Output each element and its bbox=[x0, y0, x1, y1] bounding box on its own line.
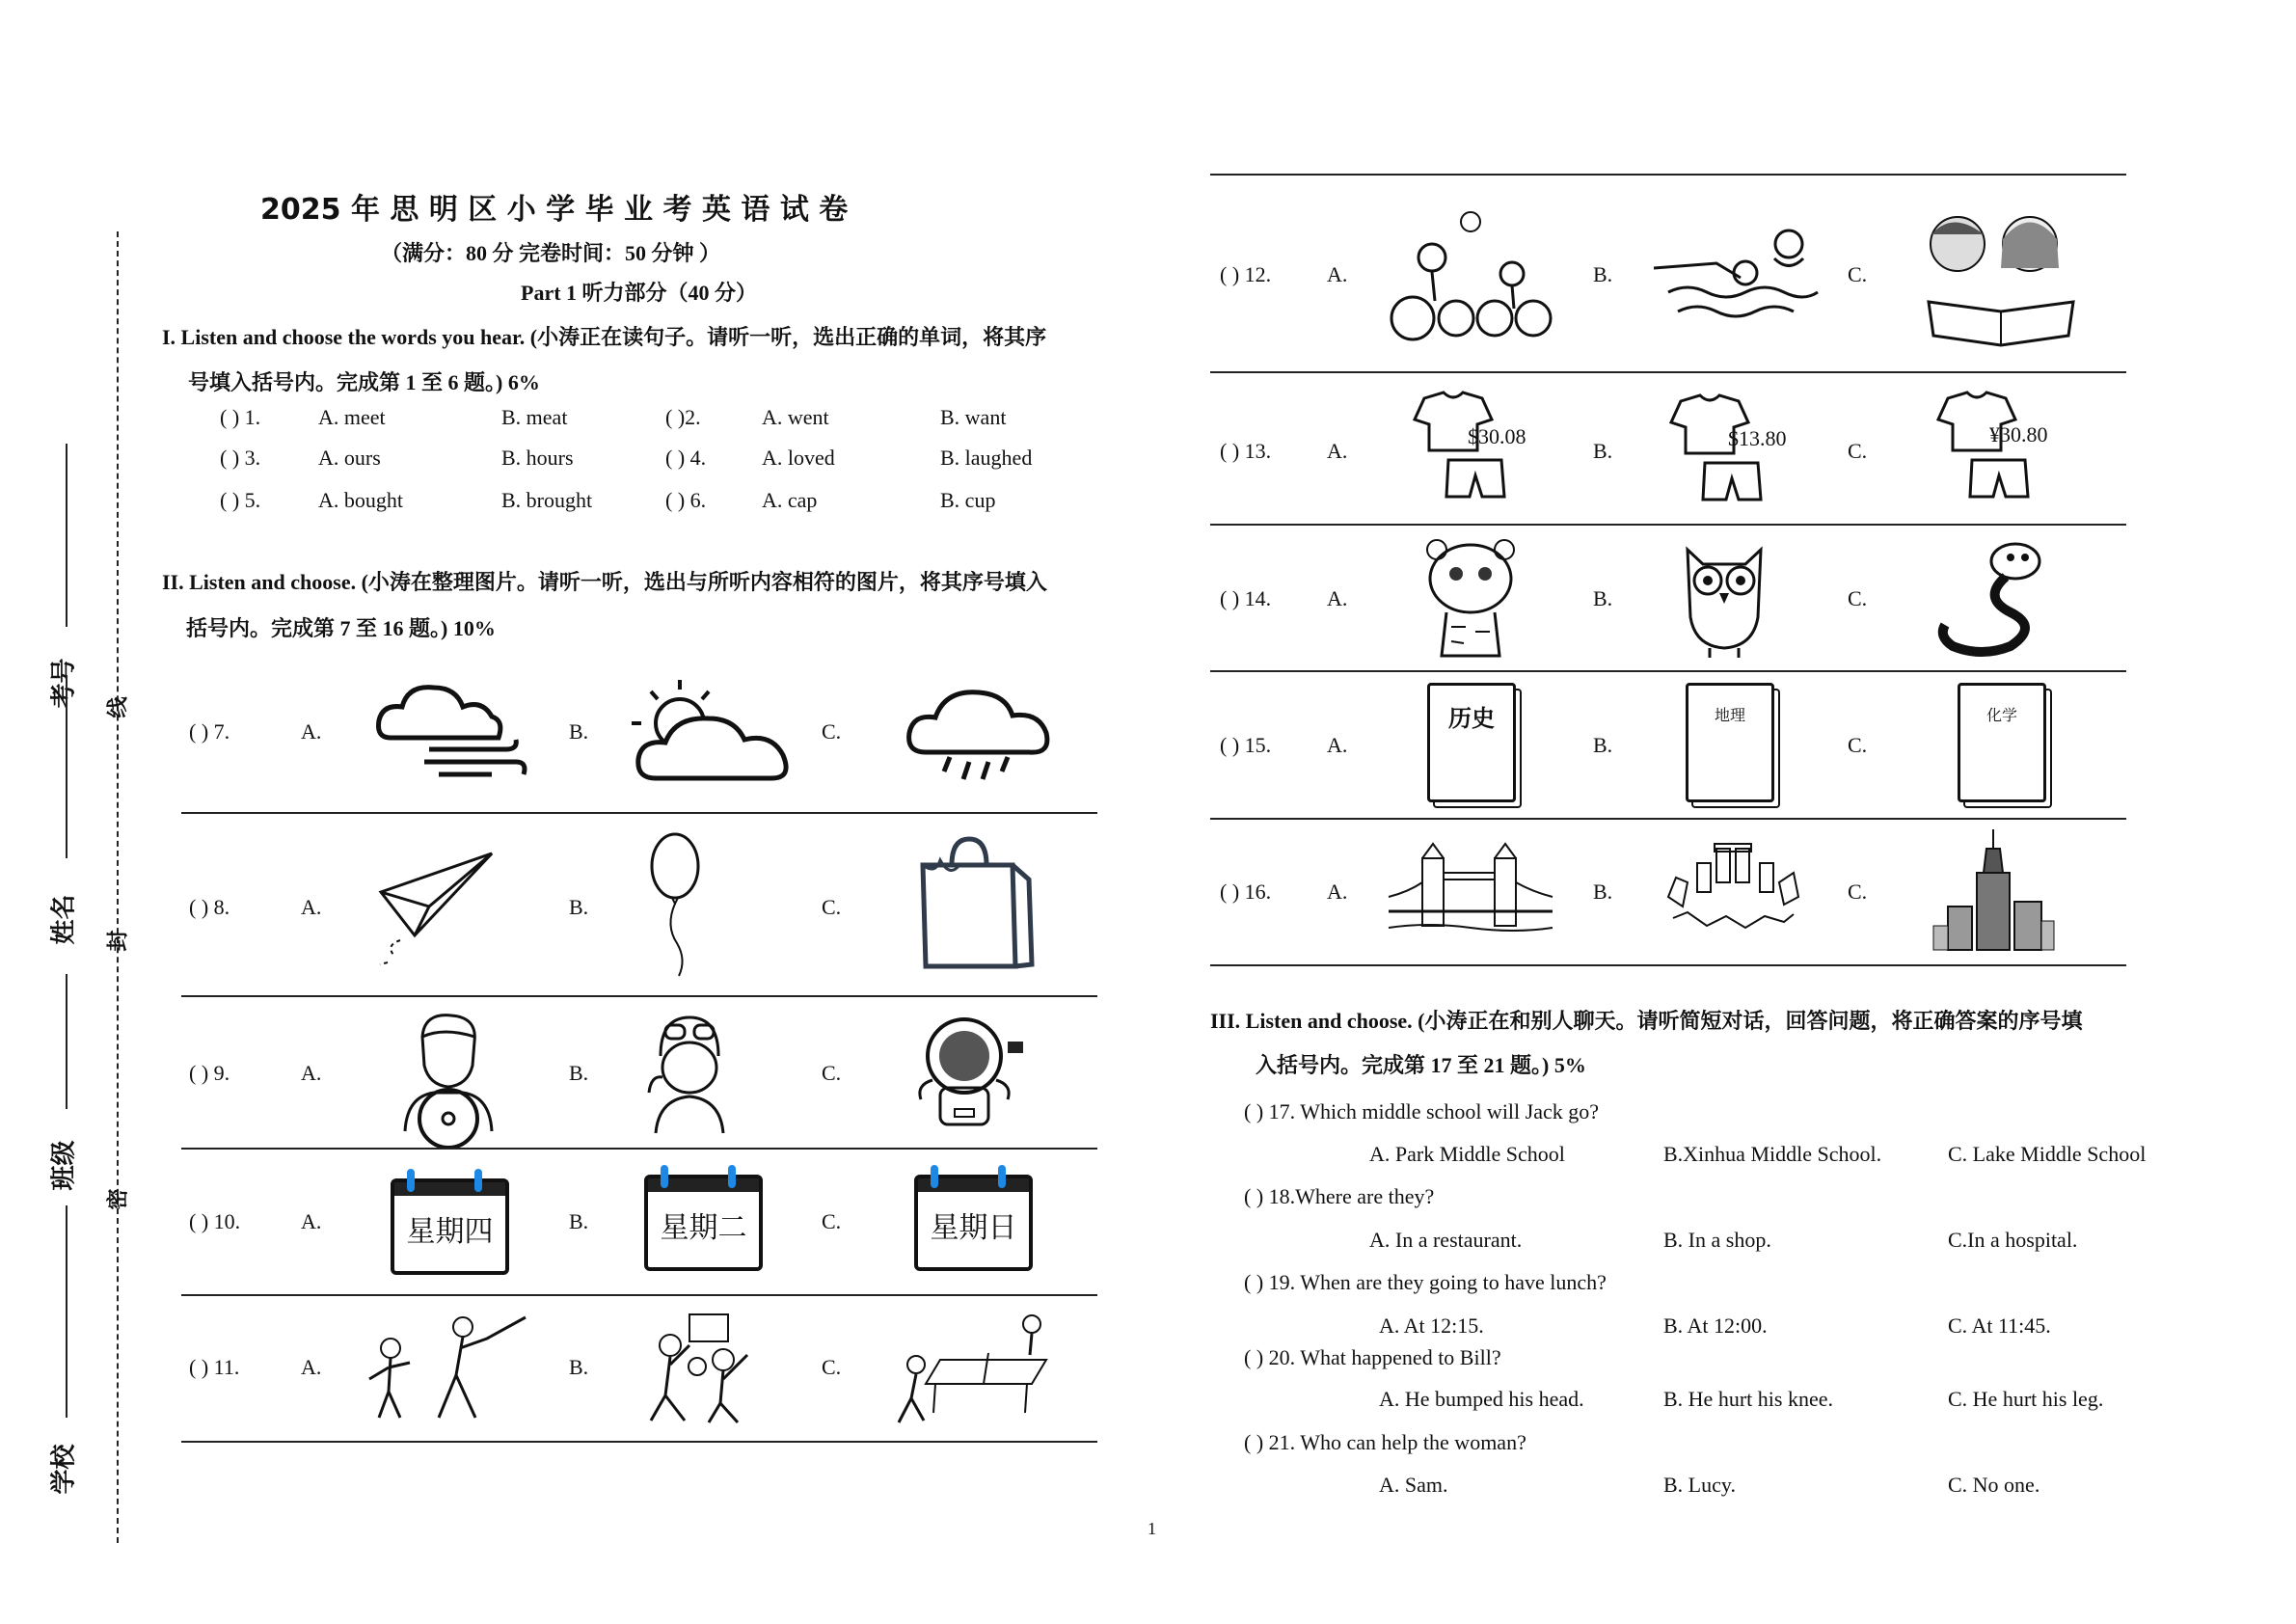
question-text[interactable]: ( ) 18.Where are they? bbox=[1244, 1184, 1435, 1208]
option-a: A. He bumped his head. bbox=[1379, 1387, 1584, 1411]
option-a-label: A. bbox=[1327, 439, 1348, 463]
option-b: B. meat bbox=[501, 405, 568, 429]
row-divider bbox=[181, 812, 1097, 814]
section1-heading: I. Listen and choose the words you hear. (小涛正在读句子。请听一听，选出正确的单词，将其序 bbox=[162, 325, 1047, 349]
option-b-label: B. bbox=[569, 895, 589, 919]
option-c-label: C. bbox=[1848, 733, 1868, 757]
answer-bracket[interactable]: ( ) 5. bbox=[220, 488, 261, 512]
option-b-label: B. bbox=[1593, 262, 1613, 286]
page-title: 2025 年 思 明 区 小 学 毕 业 考 英 语 试 卷 bbox=[260, 193, 849, 227]
option-b: B. cup bbox=[940, 488, 996, 512]
option-b-label: B. bbox=[569, 719, 589, 744]
row-divider bbox=[181, 1148, 1097, 1150]
option-a: A. At 12:15. bbox=[1379, 1313, 1484, 1338]
section3-heading-cont: 入括号内。完成第 17 至 21 题。) 5% bbox=[1256, 1053, 1586, 1077]
answer-bracket[interactable]: ( ) 15. bbox=[1220, 733, 1272, 757]
option-a: A. bought bbox=[318, 488, 403, 512]
chemistry-book-icon bbox=[1958, 683, 2046, 802]
price-tag: $13.80 bbox=[1728, 426, 1787, 450]
line-school bbox=[66, 1205, 68, 1418]
answer-bracket[interactable]: ( ) 3. bbox=[220, 446, 261, 470]
option-a: A. meet bbox=[318, 405, 386, 429]
tower-bridge-icon bbox=[1389, 839, 1553, 935]
answer-bracket[interactable]: ( ) 4. bbox=[665, 446, 707, 470]
calendar-thursday bbox=[391, 1178, 509, 1275]
option-c: C.In a hospital. bbox=[1948, 1228, 2078, 1252]
row-divider bbox=[181, 1441, 1097, 1443]
option-b: B.Xinhua Middle School. bbox=[1663, 1142, 1882, 1166]
row-divider bbox=[1210, 818, 2126, 820]
option-a-label: A. bbox=[301, 1061, 322, 1085]
row-divider bbox=[181, 995, 1097, 997]
geography-book-icon bbox=[1686, 683, 1774, 802]
answer-bracket[interactable]: ( ) 9. bbox=[189, 1061, 230, 1085]
answer-bracket[interactable]: ( ) 1. bbox=[220, 405, 261, 429]
option-c-label: C. bbox=[1848, 880, 1868, 904]
row-divider bbox=[1210, 964, 2126, 966]
pilot-icon bbox=[641, 1008, 738, 1138]
calendar-ring bbox=[407, 1169, 415, 1192]
shopping-bag-icon bbox=[911, 831, 1037, 976]
empire-state-building-icon bbox=[1933, 829, 2054, 955]
answer-bracket[interactable]: ( ) 16. bbox=[1220, 880, 1272, 904]
row-divider bbox=[1210, 174, 2126, 176]
rain-cloud-icon bbox=[902, 675, 1056, 781]
option-b: B. He hurt his knee. bbox=[1663, 1387, 1833, 1411]
sunny-cloud-icon bbox=[627, 670, 796, 791]
option-a: A. went bbox=[762, 405, 829, 429]
option-a-label: A. bbox=[1327, 586, 1348, 610]
owl-icon bbox=[1676, 540, 1772, 661]
option-b: B. Lucy. bbox=[1663, 1473, 1736, 1497]
option-b-label: B. bbox=[1593, 586, 1613, 610]
history-book-icon bbox=[1427, 683, 1516, 802]
calendar-ring bbox=[728, 1165, 736, 1188]
answer-bracket[interactable]: ( ) 10. bbox=[189, 1209, 241, 1233]
section1-heading-cont: 号填入括号内。完成第 1 至 6 题。) 6% bbox=[188, 370, 540, 394]
page-subtitle: （满分：80 分 完卷时间：50 分钟 ） bbox=[381, 241, 721, 265]
table-tennis-icon bbox=[887, 1307, 1051, 1427]
line-class bbox=[66, 974, 68, 1109]
calendar-sunday bbox=[914, 1175, 1033, 1271]
line-name bbox=[66, 675, 68, 858]
option-a-label: A. bbox=[1327, 262, 1348, 286]
book-title: 历史 bbox=[1448, 705, 1495, 732]
option-a-label: A. bbox=[1327, 733, 1348, 757]
option-b: B. In a shop. bbox=[1663, 1228, 1771, 1252]
seal-char-seal: 封 bbox=[106, 930, 131, 952]
option-c: C. No one. bbox=[1948, 1473, 2040, 1497]
windy-cloud-icon bbox=[371, 670, 526, 791]
price-tag: $30.08 bbox=[1468, 424, 1526, 448]
option-c-label: C. bbox=[1848, 586, 1868, 610]
option-c-label: C. bbox=[822, 1209, 842, 1233]
answer-bracket[interactable]: ( ) 12. bbox=[1220, 262, 1272, 286]
calendar-tuesday bbox=[644, 1175, 763, 1271]
option-c: C. He hurt his leg. bbox=[1948, 1387, 2104, 1411]
option-b: B. laughed bbox=[940, 446, 1033, 470]
option-b-label: B. bbox=[1593, 439, 1613, 463]
line-exam-number bbox=[66, 444, 68, 627]
option-a-label: A. bbox=[1327, 880, 1348, 904]
calendar-ring bbox=[931, 1165, 938, 1188]
answer-bracket[interactable]: ( ) 13. bbox=[1220, 439, 1272, 463]
option-b-label: B. bbox=[569, 1209, 589, 1233]
option-a: A. ours bbox=[318, 446, 381, 470]
part-heading: Part 1 听力部分（40 分） bbox=[521, 281, 758, 305]
calendar-ring bbox=[474, 1169, 482, 1192]
option-b-label: B. bbox=[569, 1061, 589, 1085]
section2-heading: II. Listen and choose. (小涛在整理图片。请听一听，选出与所听内容相符的图片，将其序号填入 bbox=[162, 570, 1047, 594]
label-class: 班级 bbox=[49, 1140, 79, 1191]
option-a: A. Sam. bbox=[1379, 1473, 1448, 1497]
stonehenge-icon bbox=[1649, 839, 1808, 940]
label-school: 学校 bbox=[49, 1444, 79, 1495]
label-name: 姓名 bbox=[49, 894, 79, 945]
option-a-label: A. bbox=[301, 719, 322, 744]
calendar-ring bbox=[998, 1165, 1006, 1188]
paper-plane-icon bbox=[376, 849, 506, 969]
answer-bracket[interactable]: ( ) 8. bbox=[189, 895, 230, 919]
baseball-players-icon bbox=[352, 1310, 540, 1425]
binding-dashed-line bbox=[117, 231, 119, 1543]
option-c-label: C. bbox=[1848, 439, 1868, 463]
answer-bracket[interactable]: ( ) 7. bbox=[189, 719, 230, 744]
balloon-icon bbox=[646, 829, 704, 979]
astronaut-icon bbox=[911, 1003, 1032, 1133]
kids-reading-icon bbox=[1914, 201, 2083, 350]
answer-bracket[interactable]: ( ) 14. bbox=[1220, 586, 1272, 610]
answer-bracket[interactable]: ( ) 11. bbox=[189, 1355, 240, 1379]
option-b: B. brought bbox=[501, 488, 593, 512]
option-c: C. Lake Middle School bbox=[1948, 1142, 2147, 1166]
question-text[interactable]: ( ) 21. Who can help the woman? bbox=[1244, 1430, 1526, 1454]
question-text[interactable]: ( ) 19. When are they going to have lunch? bbox=[1244, 1270, 1607, 1294]
tiger-icon bbox=[1418, 535, 1524, 661]
question-text[interactable]: ( ) 20. What happened to Bill? bbox=[1244, 1345, 1501, 1369]
row-divider bbox=[1210, 371, 2126, 373]
option-a: A. cap bbox=[762, 488, 818, 512]
option-a-label: A. bbox=[301, 1355, 322, 1379]
option-a-label: A. bbox=[301, 895, 322, 919]
snake-icon bbox=[1933, 540, 2049, 661]
answer-bracket[interactable]: ( ) 6. bbox=[665, 488, 707, 512]
option-a-label: A. bbox=[301, 1209, 322, 1233]
option-c-label: C. bbox=[822, 719, 842, 744]
swimming-icon bbox=[1649, 220, 1818, 326]
kids-cycling-icon bbox=[1389, 204, 1557, 344]
option-a: A. loved bbox=[762, 446, 835, 470]
option-b: B. hours bbox=[501, 446, 574, 470]
book-title: 地理 bbox=[1714, 706, 1745, 724]
option-a: A. Park Middle School bbox=[1369, 1142, 1565, 1166]
option-b-label: B. bbox=[1593, 733, 1613, 757]
answer-bracket[interactable]: ( )2. bbox=[665, 405, 701, 429]
page-number: 1 bbox=[1148, 1519, 1156, 1538]
option-b: B. At 12:00. bbox=[1663, 1313, 1768, 1338]
option-c-label: C. bbox=[822, 1355, 842, 1379]
price-tag: ¥30.80 bbox=[1989, 422, 2048, 447]
weekday-label: 星期日 bbox=[930, 1211, 1017, 1245]
weekday-label: 星期四 bbox=[406, 1215, 494, 1249]
basketball-players-icon bbox=[632, 1307, 767, 1427]
option-c: C. At 11:45. bbox=[1948, 1313, 2051, 1338]
option-b: B. want bbox=[940, 405, 1007, 429]
option-c-label: C. bbox=[822, 1061, 842, 1085]
section2-heading-cont: 括号内。完成第 7 至 16 题。) 10% bbox=[186, 616, 496, 640]
book-title: 化学 bbox=[1985, 706, 2017, 724]
weekday-label: 星期二 bbox=[660, 1211, 747, 1245]
label-exam-number: 考号 bbox=[49, 658, 79, 709]
question-text[interactable]: ( ) 17. Which middle school will Jack go? bbox=[1244, 1099, 1600, 1123]
calendar-ring bbox=[661, 1165, 668, 1188]
seal-char-line: 线 bbox=[106, 696, 131, 718]
section3-heading: III. Listen and choose. (小涛正在和别人聊天。请听简短对话，回答问题，将正确答案的序号填 bbox=[1210, 1009, 2083, 1033]
option-b-label: B. bbox=[1593, 880, 1613, 904]
option-c-label: C. bbox=[1848, 262, 1868, 286]
driver-icon bbox=[395, 1008, 501, 1133]
seal-char-secret: 密 bbox=[106, 1188, 131, 1210]
row-divider bbox=[1210, 670, 2126, 672]
row-divider bbox=[181, 1294, 1097, 1296]
option-b-label: B. bbox=[569, 1355, 589, 1379]
row-divider bbox=[1210, 524, 2126, 526]
option-c-label: C. bbox=[822, 895, 842, 919]
option-a: A. In a restaurant. bbox=[1369, 1228, 1523, 1252]
